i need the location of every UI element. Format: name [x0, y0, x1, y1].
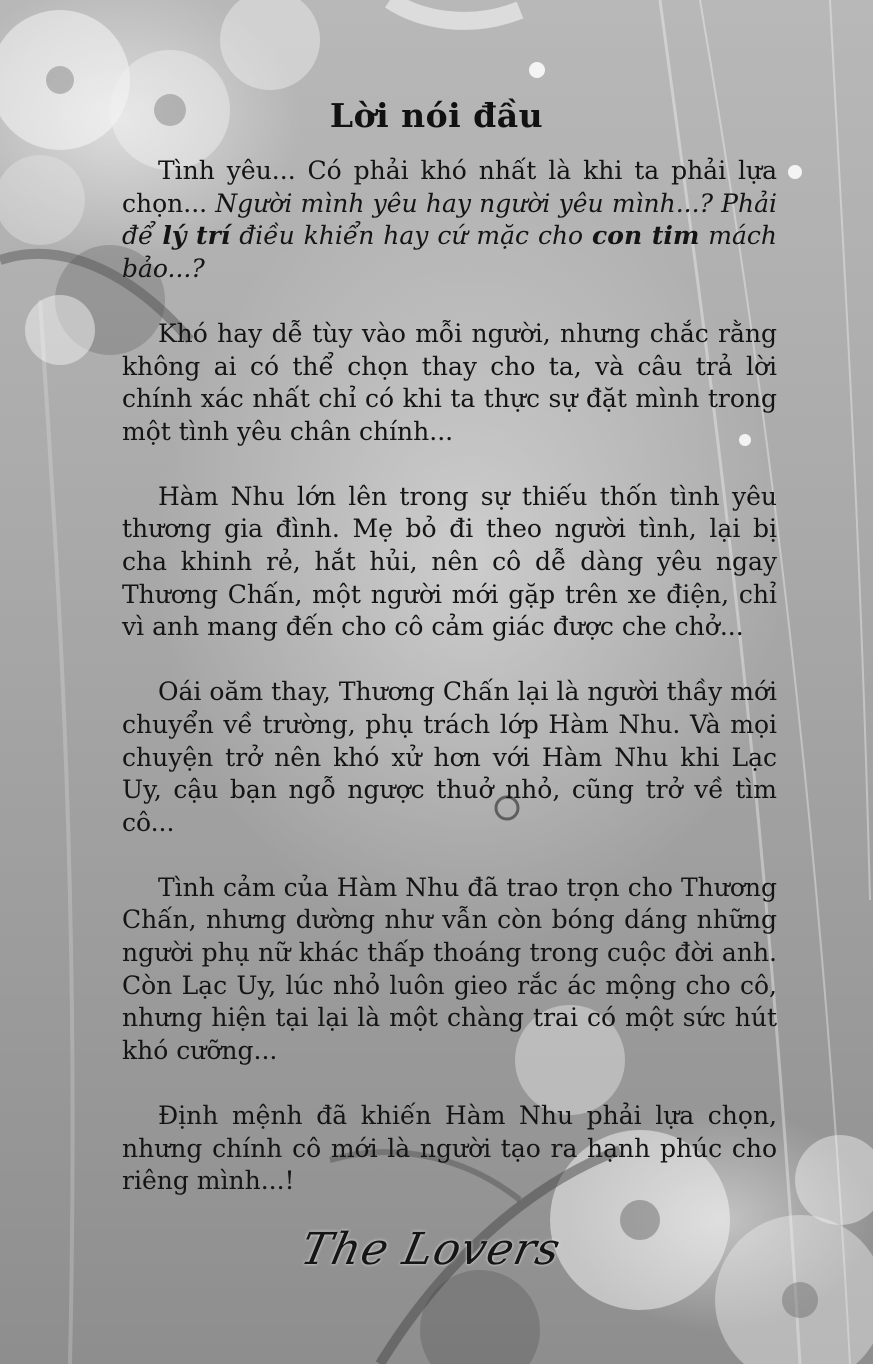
signature-the-lovers: The Lovers [296, 1224, 566, 1275]
paragraph-5: Tình cảm của Hàm Nhu đã trao trọn cho Thương Chấn, nhưng dường như vẫn còn bóng dáng những người phụ nữ khác thấp thoáng trong cuộc đời anh. Còn Lạc Uy, lúc nhỏ luôn gieo rắc ác mộng cho cô, nhưng hiện tại lại là một chàng trai có một sức hút khó cưỡng... [122, 872, 777, 1066]
paragraph-1 [122, 155, 777, 286]
paragraph-1-bold-heart: con tim [592, 221, 700, 251]
paragraph-1-italic-a: Người mình yêu hay người yêu mình...? Phải để [122, 188, 777, 251]
preface-text [122, 155, 777, 1198]
paragraph-1-plain: Tình yêu... Có phải khó nhất là khi ta phải lựa chọn... [122, 156, 777, 218]
paragraph-3: Hàm Nhu lớn lên trong sự thiếu thốn tình yêu thương gia đình. Mẹ bỏ đi theo người tình, lại bị cha khinh rẻ, hắt hủi, nên cô dễ dàng yêu ngay Thương Chấn, một người mới gặp trên xe điện, chỉ vì anh mang đến cho cô cảm giác được che chở... [122, 481, 777, 642]
paragraph-1-italic-b: điều khiển hay cứ mặc cho [230, 221, 593, 251]
paragraph-6: Định mệnh đã khiến Hàm Nhu phải lựa chọn, nhưng chính cô mới là người tạo ra hạnh phúc cho riêng mình...! [122, 1100, 777, 1196]
paragraph-1-italic-c: mách bảo...? [122, 221, 777, 284]
page-title: Lời nói đầu [329, 96, 544, 135]
paragraph-1-bold-reason: lý trí [162, 221, 231, 251]
paragraph-4: Oái oăm thay, Thương Chấn lại là người thầy mới chuyển về trường, phụ trách lớp Hàm Nhu. Và mọi chuyện trở nên khó xử hơn với Hàm Nhu khi Lạc Uy, cậu bạn ngỗ ngược thuở nhỏ, cũng trở về tìm cô... [122, 677, 777, 837]
paragraph-2: Khó hay dễ tùy vào mỗi người, nhưng chắc rằng không ai có thể chọn thay cho ta, và câu trả lời chính xác nhất chỉ có khi ta thực sự đặt mình trong một tình yêu chân chính... [122, 318, 777, 446]
